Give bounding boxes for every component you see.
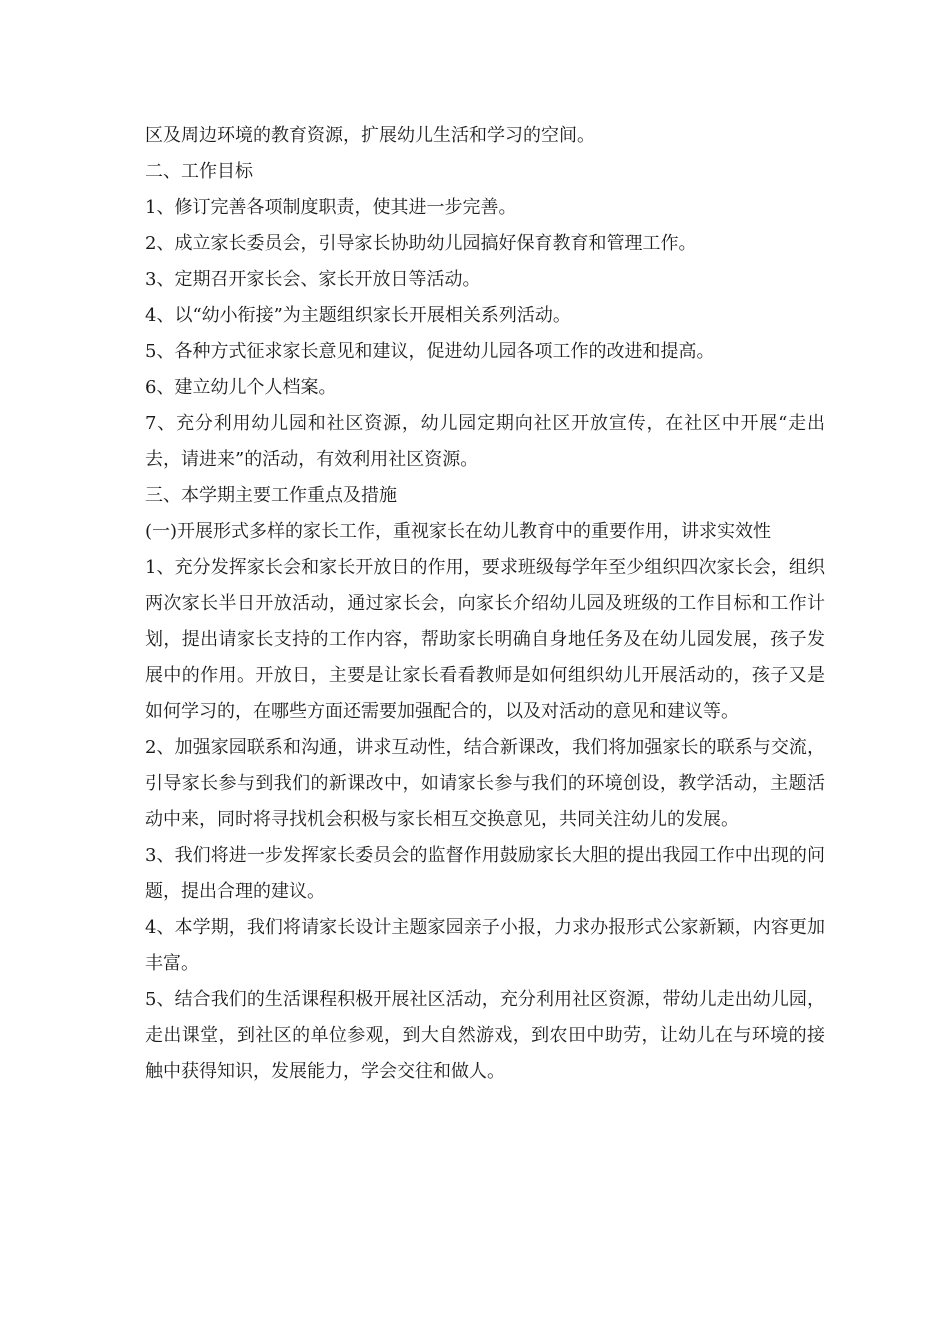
measure-item-2: 2、加强家园联系和沟通，讲求互动性，结合新课改，我们将加强家长的联系与交流，引导家长参与到我们的新课改中，如请家长参与我们的环境创设，教学活动，主题活动中来，同时将寻找机会积极与家长相互交换意见，共同关注幼儿的发展。 [145, 737, 825, 830]
subsection-heading-parent-work: (一)开展形式多样的家长工作，重视家长在幼儿教育中的重要作用，讲求实效性 [145, 521, 772, 542]
measure-item-4: 4、本学期，我们将请家长设计主题家园亲子小报，力求办报形式公家新颖，内容更加丰富。 [145, 917, 825, 974]
goal-item-1: 1、修订完善各项制度职责，使其进一步完善。 [145, 197, 517, 218]
section-heading-goals: 二、工作目标 [145, 161, 253, 182]
goal-item-2: 2、成立家长委员会，引导家长协助幼儿园搞好保育教育和管理工作。 [145, 233, 697, 254]
goal-item-7: 7、充分利用幼儿园和社区资源，幼儿园定期向社区开放宣传，在社区中开展“走出去，请进来”的活动，有效利用社区资源。 [145, 413, 825, 470]
measure-item-3: 3、我们将进一步发挥家长委员会的监督作用鼓励家长大胆的提出我园工作中出现的问题，提出合理的建议。 [145, 845, 825, 902]
measure-item-5: 5、结合我们的生活课程积极开展社区活动，充分利用社区资源，带幼儿走出幼儿园，走出课堂，到社区的单位参观，到大自然游戏，到农田中助劳，让幼儿在与环境的接触中获得知识，发展能力，学会交往和做人。 [145, 989, 825, 1082]
goal-item-4: 4、以“幼小衔接”为主题组织家长开展相关系列活动。 [145, 305, 571, 326]
measure-item-1: 1、充分发挥家长会和家长开放日的作用，要求班级每学年至少组织四次家长会，组织两次家长半日开放活动，通过家长会，向家长介绍幼儿园及班级的工作目标和工作计划，提出请家长支持的工作内容，帮助家长明确自身地任务及在幼儿园发展，孩子发展中的作用。开放日，主要是让家长看看教师是如何组织幼儿开展活动的，孩子又是如何学习的，在哪些方面还需要加强配合的，以及对活动的意见和建议等。 [145, 557, 825, 722]
section-heading-key-work: 三、本学期主要工作重点及措施 [145, 485, 397, 506]
document-body [145, 118, 825, 1090]
paragraph-intro-continuation: 区及周边环境的教育资源，扩展幼儿生活和学习的空间。 [145, 125, 595, 146]
goal-item-3: 3、定期召开家长会、家长开放日等活动。 [145, 269, 481, 290]
goal-item-5: 5、各种方式征求家长意见和建议，促进幼儿园各项工作的改进和提高。 [145, 341, 715, 362]
goal-item-6: 6、建立幼儿个人档案。 [145, 377, 337, 398]
